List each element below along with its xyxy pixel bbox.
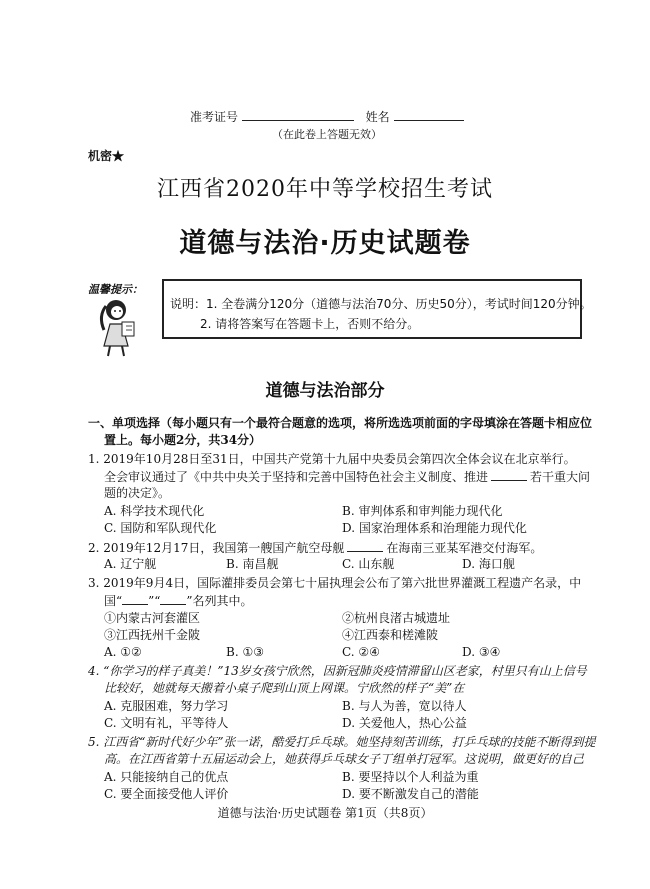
q1-option-b: B. 审判体系和审判能力现代化 [342,504,503,518]
exam-id-label: 准考证号 [190,110,239,124]
notice-line-2: 2. 请将答案写在答题卡上，否则不给分。 [200,317,420,331]
q3-item-1: ①内蒙古河套灌区 [104,611,201,625]
q4-option-d: D. 关爱他人，热心公益 [342,716,467,730]
exam-id-field [190,108,464,126]
q3-item-3: ③江西抚州千金陂 [104,628,201,642]
q4-option-c: C. 文明有礼，平等待人 [104,716,229,730]
q5-option-b: B. 要坚持以个人利益为重 [342,770,479,784]
q5-option-d: D. 要不断激发自己的潜能 [342,787,479,801]
q3-option-c: C. ②④ [342,645,380,659]
section-title: 道德与法治部分 [265,381,385,401]
q5-option-a: A. 只能接纳自己的优点 [104,770,229,784]
page-footer: 道德与法治·历史试题卷 第1页（共8页） [217,806,433,820]
name-label: 姓名 [365,110,390,124]
name-blank [394,108,464,121]
tip-label: 温馨提示： [88,283,143,296]
q4-option-b: B. 与人为善，宽以待人 [342,699,467,713]
q1-stem-line-1: 1. 2019年10月28日至31日，中国共产党第十九届中央委员会第四次全体会议在北京举行。 [88,452,576,466]
q4-stem-line-2: 比较好，她就每天搬着小桌子爬到山顶上网课。宁欣然的样子“美”在 [104,681,465,695]
q2-option-c: C. 山东舰 [342,557,395,571]
header-note: （在此卷上答题无效） [272,128,382,141]
paper-title: 道德与法治·历史试题卷 [179,228,471,259]
q3-stem-2b: ”“ [148,594,161,608]
q3-option-d: D. ③④ [462,645,501,659]
q3-stem-line-2 [104,592,253,610]
q1-stem-line-3: 题的决定》。 [104,486,171,500]
q4-option-a: A. 克服困难，努力学习 [104,699,229,713]
secret-mark: 机密★ [88,149,125,163]
q2-option-d: D. 海口舰 [462,557,515,571]
exam-title: 江西省2020年中等学校招生考试 [157,177,493,202]
exam-id-blank [242,108,354,121]
q3-blank-1 [122,592,148,605]
notice-line-1: 说明：1. 全卷满分120分（道德与法治70分、历史50分），考试时间120分钟。 [170,297,592,311]
part1-instruction-2: 置上。每小题2分，共34分） [104,433,262,447]
q1-stem-line-2 [104,468,590,486]
q3-item-4: ④江西泰和槎滩陂 [342,628,439,642]
q2-option-b: B. 南昌舰 [226,557,279,571]
q1-stem-line-2a: 全会审议通过了《中共中央关于坚持和完善中国特色社会主义制度、推进 [104,470,489,484]
q2-blank [347,539,383,552]
q3-stem-line-1: 3. 2019年9月4日，国际灌排委员会第七十届执理会公布了第六批世界灌溉工程遗产名录，中 [88,576,582,590]
q1-option-c: C. 国防和军队现代化 [104,521,217,535]
q3-option-b: B. ①③ [226,645,264,659]
q2-option-a: A. 辽宁舰 [104,557,157,571]
q3-stem-2a: 国“ [104,594,123,608]
q1-stem-line-2b: 若干重大问 [530,470,591,484]
q3-stem-2c: ”名列其中。 [186,594,253,608]
q1-blank [491,468,527,481]
q5-stem-line-2: 高。在江西省第十五届运动会上，她获得乒乓球女子丁组单打冠军。这说明，做更好的自己 [104,752,585,766]
q5-stem-line-1: 5. 江西省“新时代好少年”张一诺，酷爱打乒乓球。她坚持刻苦训练，打乒乓球的技能不断得到提 [88,735,596,749]
q3-item-2: ②杭州良渚古城遗址 [342,611,451,625]
q4-stem-line-1: 4. “你学习的样子真美！”13岁女孩宁欣然，因新冠肺炎疫情滞留山区老家，村里只有山上信号 [88,664,587,678]
q2-stem [88,539,542,557]
q3-option-a: A. ①② [104,645,142,659]
q2-stem-a: 2. 2019年12月17日，我国第一艘国产航空母舰 [88,541,345,555]
q5-option-c: C. 要全面接受他人评价 [104,787,229,801]
notice-box [162,279,592,339]
q3-blank-2 [160,592,186,605]
q2-stem-b: 在海南三亚某军港交付海军。 [386,541,543,555]
q1-option-d: D. 国家治理体系和治理能力现代化 [342,521,527,535]
q1-option-a: A. 科学技术现代化 [104,504,205,518]
part1-instruction-1: 一、单项选择（每小题只有一个最符合题意的选项，将所选选项前面的字母填涂在答题卡相应位 [88,416,593,430]
girl-illustration [92,296,148,358]
